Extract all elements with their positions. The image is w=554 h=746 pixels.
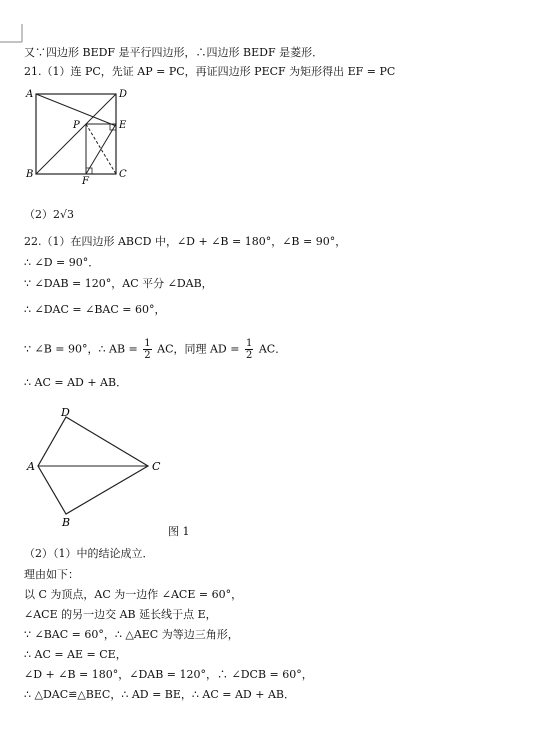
quadrilateral-figure <box>24 404 184 529</box>
label-c2: C <box>152 460 161 473</box>
text-line-14: ∵ ∠BAC = 60°，∴ △AEC 为等边三角形， <box>24 628 239 641</box>
text-line-16: ∠D + ∠B = 180°，∠DAB = 120°，∴ ∠DCB = 60°， <box>24 668 313 681</box>
label-a: A <box>26 89 34 100</box>
text-line-8-part-a: ∵ ∠B = 90°，∴ AB = <box>24 342 138 356</box>
label-b: B <box>26 169 34 180</box>
label-f: F <box>82 176 89 186</box>
text-line-4: 22.（1）在四边形 ABCD 中，∠D + ∠B = 180°，∠B = 90°， <box>24 235 347 248</box>
text-line-13: ∠ACE 的另一边交 AB 延长线于点 E， <box>24 608 217 621</box>
text-line-12: 以 C 为顶点，AC 为一边作 ∠ACE = 60°， <box>24 588 243 601</box>
text-line-2: 21.（1）连 PC，先证 AP = PC，再证四边形 PECF 为矩形得出 EF = PC <box>24 65 396 78</box>
figure-caption: 图 1 <box>168 525 190 538</box>
label-c: C <box>119 169 127 180</box>
crop-mark <box>0 0 30 44</box>
segment-ef <box>86 124 116 174</box>
text-line-7: ∴ ∠DAC = ∠BAC = 60°， <box>24 303 166 316</box>
diagonal-bd <box>36 94 116 174</box>
text-line-17: ∴ △DAC≌△BEC，∴ AD = BE，∴ AC = AD + AB． <box>24 688 295 701</box>
text-line-9: ∴ AC = AD + AB． <box>24 376 128 389</box>
text-line-8-part-b: AC，同理 AD = <box>157 342 240 356</box>
text-line-8-part-c: AC． <box>258 342 287 356</box>
text-line-6: ∵ ∠DAB = 120°，AC 平分 ∠DAB， <box>24 277 213 290</box>
label-d: D <box>119 89 128 100</box>
text-line-5: ∴ ∠D = 90°． <box>24 256 100 269</box>
label-a2: A <box>27 460 35 473</box>
text-line-1: 又∵四边形 BEDF 是平行四边形，∴四边形 BEDF 是菱形． <box>24 46 324 59</box>
label-d2: D <box>61 406 70 419</box>
text-line-3: （2）2√3 <box>24 208 75 221</box>
text-line-11: 理由如下： <box>24 568 79 581</box>
label-p: P <box>73 120 80 131</box>
text-line-10: （2）（1）中的结论成立． <box>24 547 154 560</box>
label-b2: B <box>62 516 71 529</box>
text-line-15: ∴ AC = AE = CE， <box>24 648 127 661</box>
fraction-half-ad: $\frac{1}{2}$ <box>245 338 253 361</box>
fraction-half-ab: $\frac{1}{2}$ <box>144 338 151 361</box>
square-figure <box>24 86 144 186</box>
label-e: E <box>119 120 127 131</box>
text-line-8 <box>24 338 286 361</box>
